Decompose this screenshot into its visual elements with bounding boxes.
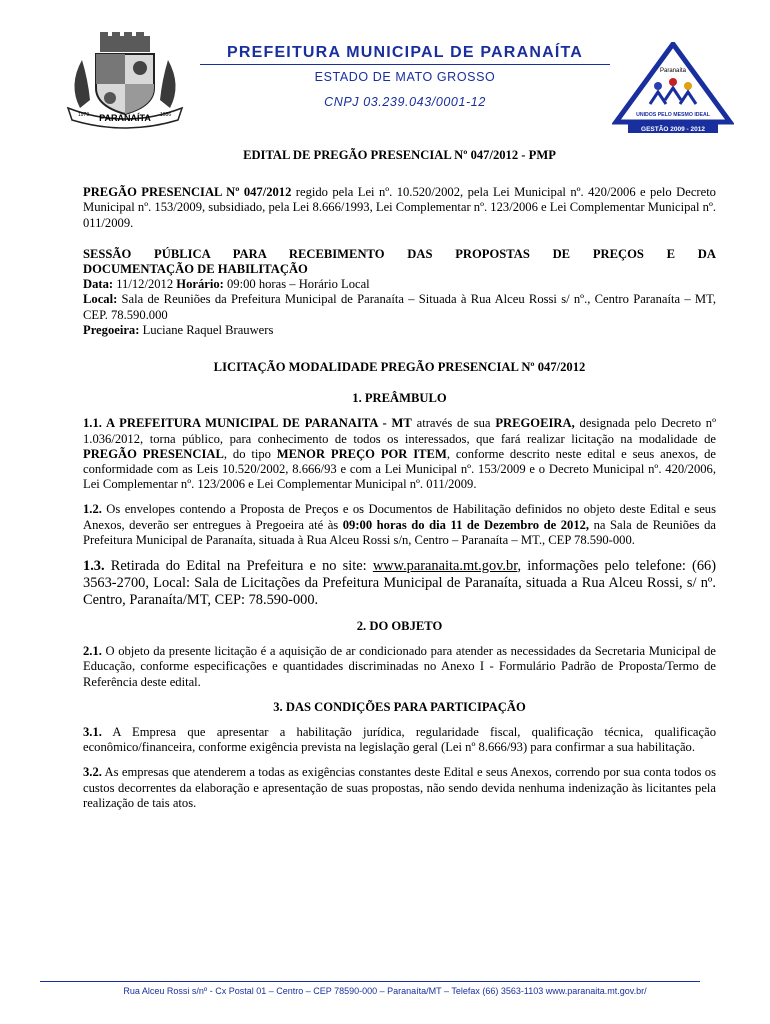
paragraph-2-1: 2.1. O objeto da presente licitação é a aquisição de ar condicionado para atender as necessidades da Secretaria Municipal de Educação, conforme especificações e quantidades discriminadas no Anexo I - Formulário Padrão de Proposta/Termo de Referência deste edital. [83,644,716,689]
cnpj-number: CNPJ 03.239.043/0001-12 [324,95,486,109]
footer-address: Rua Alceu Rossi s/nº - Cx Postal 01 – Centro – CEP 78590-000 – Paranaíta/MT – Telefax (66) 3563-1103 www.paranaita.mt.gov.br/ [123,986,647,996]
section-3-title: 3. DAS CONDIÇÕES PARA PARTICIPAÇÃO [273,699,526,714]
badge-top-text: Paranaíta [659,68,687,74]
session-date-time: Data: 11/12/2012 Horário: 09:00 horas – Horário Local [83,277,370,292]
crest-ribbon-text: PARANAÍTA [99,113,151,123]
crest-year-left: 1979 [78,112,90,118]
badge-bottom-text: UNIDOS PELO MESMO IDEAL [636,112,710,118]
session-local: Local: Sala de Reuniões da Prefeitura Municipal de Paranaíta – Situada à Rua Alceu Rossi s/ nº., Centro Paranaíta – MT, CEP. 78.590.000 [83,292,716,322]
intro-bold: PREGÃO PRESENCIAL Nº 047/2012 [83,185,292,200]
session-heading-line2: DOCUMENTAÇÃO DE HABILITAÇÃO [83,262,308,277]
section-2-title: 2. DO OBJETO [356,619,443,634]
document-title: EDITAL DE PREGÃO PRESENCIAL Nº 047/2012 - PMP [243,148,556,162]
administration-badge-logo [612,42,734,134]
paragraph-1-1: 1.1. A PREFEITURA MUNICIPAL DE PARANAITA - MT através de sua PREGOEIRA, designada pelo Decreto nº 1.036/2012, torna público, para conhecimento de todos os interessados, que fará realizar licitação na modalidade de PREGÃO PRESENCIAL, do tipo MENOR PREÇO POR ITEM, conforme descrito neste edital e seus anexos, de conformidade com as Leis 10.520/2002, 8.666/93 e com a Lei Municipal nº. 153/2009 e o Decreto Municipal nº. 420/2006, Lei Complementar nº. 123/2006 e Lei Complementar Municipal nº. 011/2009. [83,416,717,492]
paragraph-1-3: 1.3. Retirada do Edital na Prefeitura e no site: www.paranaita.mt.gov.br, informações pelo telefone: (66) 3563-2700, Local: Sala de Licitações da Prefeitura Municipal de Paranaíta, situada a Rua Alceu Rossi, s/ nº. Centro, Paranaíta/MT, CEP: 78.590-000. [83,558,716,609]
prefeitura-title: PREFEITURA MUNICIPAL DE PARANAÍTA [190,44,620,65]
badge-footer-text: GESTÃO 2009 - 2012 [641,126,705,133]
municipal-crest-logo [60,30,190,130]
document-body [83,148,716,811]
crest-year-right: 1986 [160,112,172,118]
letterhead [0,0,770,140]
paragraph-1-2: 1.2. Os envelopes contendo a Proposta de Preços e os Documentos de Habilitação definidos no objeto deste Edital e seus Anexos, deverão ser entregues à Pregoeira até às 09:00 horas do dia 11 de Dezembro de 2012, na Sala de Reuniões da Prefeitura Municipal de Paranaíta, situada à Rua Alceu Rossi s/n, Centro – Paranaíta – MT., CEP 78.590-000. [83,502,716,547]
session-heading-line1: SESSÃO PÚBLICA PARA RECEBIMENTO DAS PROPOSTAS DE PREÇOS E DA [83,246,716,261]
section-1-title: 1. PREÂMBULO [352,391,447,406]
paragraph-3-1: 3.1. A Empresa que apresentar a habilitação jurídica, regularidade fiscal, qualificação técnica, qualificação econômico/financeira, conforme exigência prevista na legislação geral (Lei nº 8.666/93) para confirmar a sua habilitação. [83,725,716,755]
intro-paragraph [83,185,716,231]
modalidade-title: LICITAÇÃO MODALIDADE PREGÃO PRESENCIAL Nº 047/2012 [213,360,586,375]
website-link[interactable]: www.paranaita.mt.gov.br [372,558,518,575]
footer-divider [40,981,700,982]
intro-text: regido pela Lei nº. 10.520/2002, pela Lei Municipal nº. 420/2006 e pelo Decreto Municipal nº. 153/2009, subsidiado, pela Lei 8.666/1993, Lei Complementar nº. 123/2006 e Lei Complementar Municipal nº. 011/2009. [83,185,716,230]
paragraph-3-2: 3.2. As empresas que atenderem a todas as exigências constantes deste Edital e seus Anexos, correndo por sua conta todos os custos decorrentes da elaboração e apresentação de suas propostas, não sendo devida nenhuma indenização às licitantes pela realização de tais atos. [83,765,716,810]
state-name: ESTADO DE MATO GROSSO [314,70,496,84]
session-pregoeira: Pregoeira: Luciane Raquel Brauwers [83,322,274,337]
